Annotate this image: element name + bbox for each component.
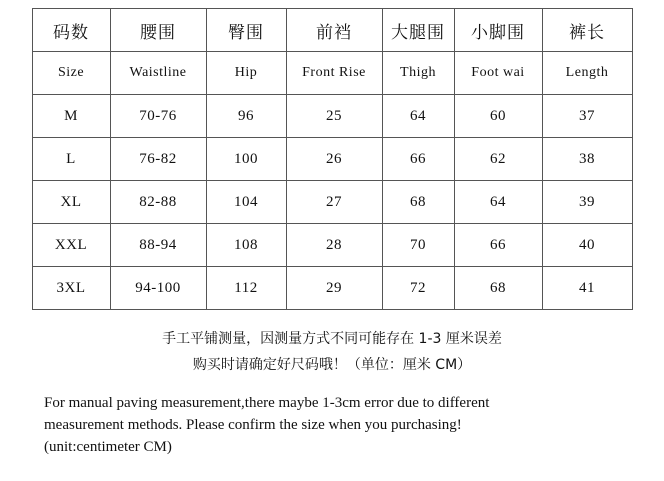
- cell-thigh: 64: [382, 95, 454, 138]
- cell-foot-wai: 62: [454, 138, 542, 181]
- cell-foot-wai: 68: [454, 267, 542, 310]
- cell-hip: 112: [206, 267, 286, 310]
- header-cell-front-rise-cn: 前裆: [286, 9, 382, 52]
- table-row: [32, 181, 632, 224]
- cell-waistline: 70-76: [110, 95, 206, 138]
- table-header-row-english: [32, 52, 632, 95]
- cell-length: 37: [542, 95, 632, 138]
- header-cell-foot-wai-cn: 小脚围: [454, 9, 542, 52]
- cell-size: M: [32, 95, 110, 138]
- cell-front-rise: 28: [286, 224, 382, 267]
- cell-waistline: 76-82: [110, 138, 206, 181]
- header-cell-hip-cn: 臀围: [206, 9, 286, 52]
- cell-length: 40: [542, 224, 632, 267]
- note-english-line-1: For manual paving measurement,there maybe 1-3cm error due to different: [44, 395, 490, 411]
- header-cell-foot-wai-en: Foot wai: [454, 52, 542, 95]
- cell-hip: 104: [206, 181, 286, 224]
- cell-foot-wai: 66: [454, 224, 542, 267]
- table-header-row-chinese: [32, 9, 632, 52]
- cell-length: 38: [542, 138, 632, 181]
- cell-size: XL: [32, 181, 110, 224]
- cell-waistline: 82-88: [110, 181, 206, 224]
- header-cell-hip-en: Hip: [206, 52, 286, 95]
- cell-thigh: 72: [382, 267, 454, 310]
- table-row: [32, 138, 632, 181]
- note-chinese-line-1: 手工平铺测量，因测量方式不同可能存在 1-3 厘米误差: [162, 331, 502, 347]
- size-table: [32, 8, 633, 310]
- header-cell-length-en: Length: [542, 52, 632, 95]
- header-cell-length-cn: 裤长: [542, 9, 632, 52]
- cell-waistline: 94-100: [110, 267, 206, 310]
- header-cell-waistline-en: Waistline: [110, 52, 206, 95]
- cell-hip: 108: [206, 224, 286, 267]
- cell-foot-wai: 64: [454, 181, 542, 224]
- cell-length: 41: [542, 267, 632, 310]
- cell-thigh: 66: [382, 138, 454, 181]
- table-row: [32, 224, 632, 267]
- header-cell-size-cn: 码数: [32, 9, 110, 52]
- cell-hip: 100: [206, 138, 286, 181]
- header-cell-thigh-en: Thigh: [382, 52, 454, 95]
- cell-front-rise: 25: [286, 95, 382, 138]
- cell-thigh: 68: [382, 181, 454, 224]
- header-cell-size-en: Size: [32, 52, 110, 95]
- header-cell-waistline-cn: 腰围: [110, 9, 206, 52]
- note-chinese-line-2: 购买时请确定好尺码哦！（单位：厘米 CM）: [192, 357, 472, 373]
- notes-english: [44, 392, 624, 458]
- cell-front-rise: 29: [286, 267, 382, 310]
- header-cell-front-rise-en: Front Rise: [286, 52, 382, 95]
- cell-size: 3XL: [32, 267, 110, 310]
- table-row: [32, 267, 632, 310]
- cell-foot-wai: 60: [454, 95, 542, 138]
- note-english-line-2: measurement methods. Please confirm the size when you purchasing!: [44, 417, 462, 433]
- cell-hip: 96: [206, 95, 286, 138]
- cell-size: L: [32, 138, 110, 181]
- cell-length: 39: [542, 181, 632, 224]
- cell-size: XXL: [32, 224, 110, 267]
- cell-front-rise: 26: [286, 138, 382, 181]
- table-row: [32, 95, 632, 138]
- notes-chinese: [0, 326, 664, 378]
- header-cell-thigh-cn: 大腿围: [382, 9, 454, 52]
- cell-front-rise: 27: [286, 181, 382, 224]
- cell-waistline: 88-94: [110, 224, 206, 267]
- note-english-line-3: (unit:centimeter CM): [44, 439, 172, 455]
- size-chart-page: [0, 8, 664, 481]
- cell-thigh: 70: [382, 224, 454, 267]
